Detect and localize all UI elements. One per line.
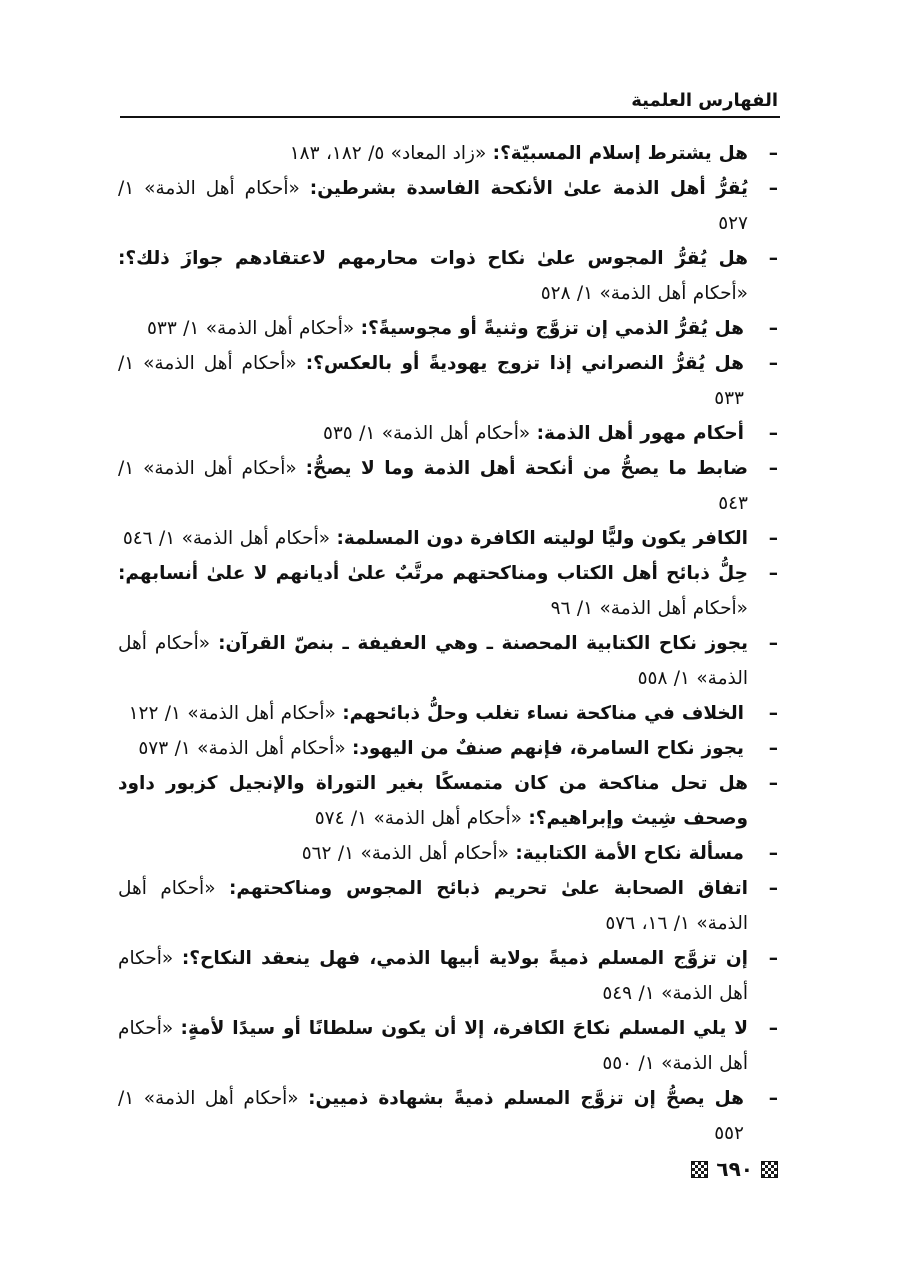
entry-dash: – xyxy=(768,738,778,759)
index-entry xyxy=(118,136,778,171)
entry-text: هل يُقرُّ الذمي إن تزوَّج وثنيةً أو مجوسيةً؟: xyxy=(360,318,744,339)
entry-text: الخلاف في مناكحة نساء تغلب وحلُّ ذبائحهم: xyxy=(342,703,744,724)
entry-reference: «أحكام أهل الذمة» ١/ ٥٤٣ xyxy=(118,458,748,514)
entry-dash: – xyxy=(768,353,778,374)
entry-text: هل يُقرُّ النصراني إذا تزوج يهوديةً أو بالعكس؟: xyxy=(305,353,744,374)
entry-dash: – xyxy=(768,1088,778,1109)
index-entry xyxy=(118,241,778,311)
entry-text: لا يلي المسلم نكاحَ الكافرة، إلا أن يكون سلطانًا أو سيدًا لأمةٍ: xyxy=(180,1018,748,1039)
entry-text: إن تزوَّج المسلم ذميةً بولاية أبيها الذمي، فهل ينعقد النكاح؟: xyxy=(181,948,749,969)
entry-dash: – xyxy=(768,318,778,339)
entry-reference: «أحكام أهل الذمة» ١/ ٥٥٨ xyxy=(118,633,748,689)
running-header xyxy=(120,88,780,118)
entry-dash: – xyxy=(768,1018,778,1039)
entry-dash: – xyxy=(768,703,778,724)
index-entry xyxy=(118,451,778,521)
entry-reference: «أحكام أهل الذمة» ١/ ٥٦٢ xyxy=(301,843,509,864)
entry-text: هل يصحُّ إن تزوَّج المسلم ذميةً بشهادة ذميين: xyxy=(308,1088,744,1109)
entry-dash: – xyxy=(768,528,778,549)
entry-reference: «زاد المعاد» ٥/ ١٨٢، ١٨٣ xyxy=(289,143,487,164)
entry-text: الكافر يكون وليًّا لوليته الكافرة دون المسلمة: xyxy=(336,528,748,549)
entry-dash: – xyxy=(768,178,778,199)
entry-dash: – xyxy=(768,143,778,164)
entry-text: هل يُقرُّ المجوس علىٰ نكاح ذوات محارمهم لاعتقادهم جوازَ ذلك؟: xyxy=(118,248,748,269)
entry-reference: «أحكام أهل الذمة» ١/ ٥٥٠ xyxy=(118,1018,748,1074)
index-entry xyxy=(118,871,778,941)
entry-reference: «أحكام أهل الذمة» ١/ ٥٥٢ xyxy=(118,1088,744,1144)
entry-reference: «أحكام أهل الذمة» ١/ ٩٦ xyxy=(550,598,748,619)
entry-reference: «أحكام أهل الذمة» ١/ ٥٤٦ xyxy=(122,528,331,549)
entry-text: اتفاق الصحابة علىٰ تحريم ذبائح المجوس ومناكحتهم: xyxy=(228,878,749,899)
entry-text: يجوز نكاح السامرة، فإنهم صنفٌ من اليهود: xyxy=(352,738,744,759)
index-entry xyxy=(118,521,778,556)
index-entry xyxy=(118,416,778,451)
index-entry xyxy=(118,171,778,241)
entry-dash: – xyxy=(768,248,778,269)
entry-dash: – xyxy=(768,843,778,864)
page-footer xyxy=(691,1154,778,1184)
entry-dash: – xyxy=(768,633,778,654)
entry-reference: «أحكام أهل الذمة» ١/ ٥٢٧ xyxy=(118,178,748,234)
entry-text: مسألة نكاح الأمة الكتابية: xyxy=(515,843,744,864)
entry-reference: «أحكام أهل الذمة» ١/ ٥٣٣ xyxy=(146,318,355,339)
index-entry xyxy=(118,836,778,871)
entry-dash: – xyxy=(768,423,778,444)
index-entry-list xyxy=(118,136,778,1151)
entry-reference: «أحكام أهل الذمة» ١/ ١٦، ٥٧٦ xyxy=(118,878,748,934)
entry-text: يجوز نكاح الكتابية المحصنة ـ وهي العفيفة ـ بنصّ القرآن: xyxy=(218,633,748,654)
entry-reference: «أحكام أهل الذمة» ١/ ٥٢٨ xyxy=(540,283,748,304)
ornament-square-icon xyxy=(691,1161,708,1178)
entry-dash: – xyxy=(768,563,778,584)
index-entry xyxy=(118,696,778,731)
entry-text: يُقرُّ أهل الذمة علىٰ الأنكحة الفاسدة بشرطين: xyxy=(309,178,748,199)
entry-reference: «أحكام أهل الذمة» ١/ ٥٤٩ xyxy=(118,948,748,1004)
entry-reference: «أحكام أهل الذمة» ١/ ٥٧٣ xyxy=(138,738,346,759)
entry-dash: – xyxy=(768,878,778,899)
entry-text: أحكام مهور أهل الذمة: xyxy=(536,423,744,444)
index-entry xyxy=(118,346,778,416)
entry-reference: «أحكام أهل الذمة» ١/ ١٢٢ xyxy=(128,703,336,724)
index-entry xyxy=(118,941,778,1011)
page-number: ٦٩٠ xyxy=(716,1157,753,1181)
index-entry xyxy=(118,1081,778,1151)
entry-text: حِلُّ ذبائح أهل الكتاب ومناكحتهم مرتَّبٌ علىٰ أديانهم لا علىٰ أنسابهم: xyxy=(118,563,748,584)
index-entry xyxy=(118,766,778,836)
entry-text: هل تحل مناكحة من كان متمسكًا بغير التوراة والإنجيل كزبور داود وصحف شِيث وإبراهيم؟: xyxy=(118,773,748,829)
index-entry xyxy=(118,311,778,346)
index-entry xyxy=(118,626,778,696)
entry-dash: – xyxy=(768,948,778,969)
entry-dash: – xyxy=(768,773,778,794)
entry-reference: «أحكام أهل الذمة» ١/ ٥٧٤ xyxy=(314,808,522,829)
running-header-title: الفهارس العلمية xyxy=(631,90,778,111)
index-entry xyxy=(118,556,778,626)
ornament-square-icon xyxy=(761,1161,778,1178)
entry-reference: «أحكام أهل الذمة» ١/ ٥٣٥ xyxy=(322,423,531,444)
entry-text: هل يشترط إسلام المسبيّة؟: xyxy=(492,143,748,164)
index-entry xyxy=(118,731,778,766)
index-entry xyxy=(118,1011,778,1081)
entry-reference: «أحكام أهل الذمة» ١/ ٥٣٣ xyxy=(118,353,744,409)
entry-text: ضابط ما يصحُّ من أنكحة أهل الذمة وما لا يصحُّ: xyxy=(305,458,748,479)
entry-dash: – xyxy=(768,458,778,479)
